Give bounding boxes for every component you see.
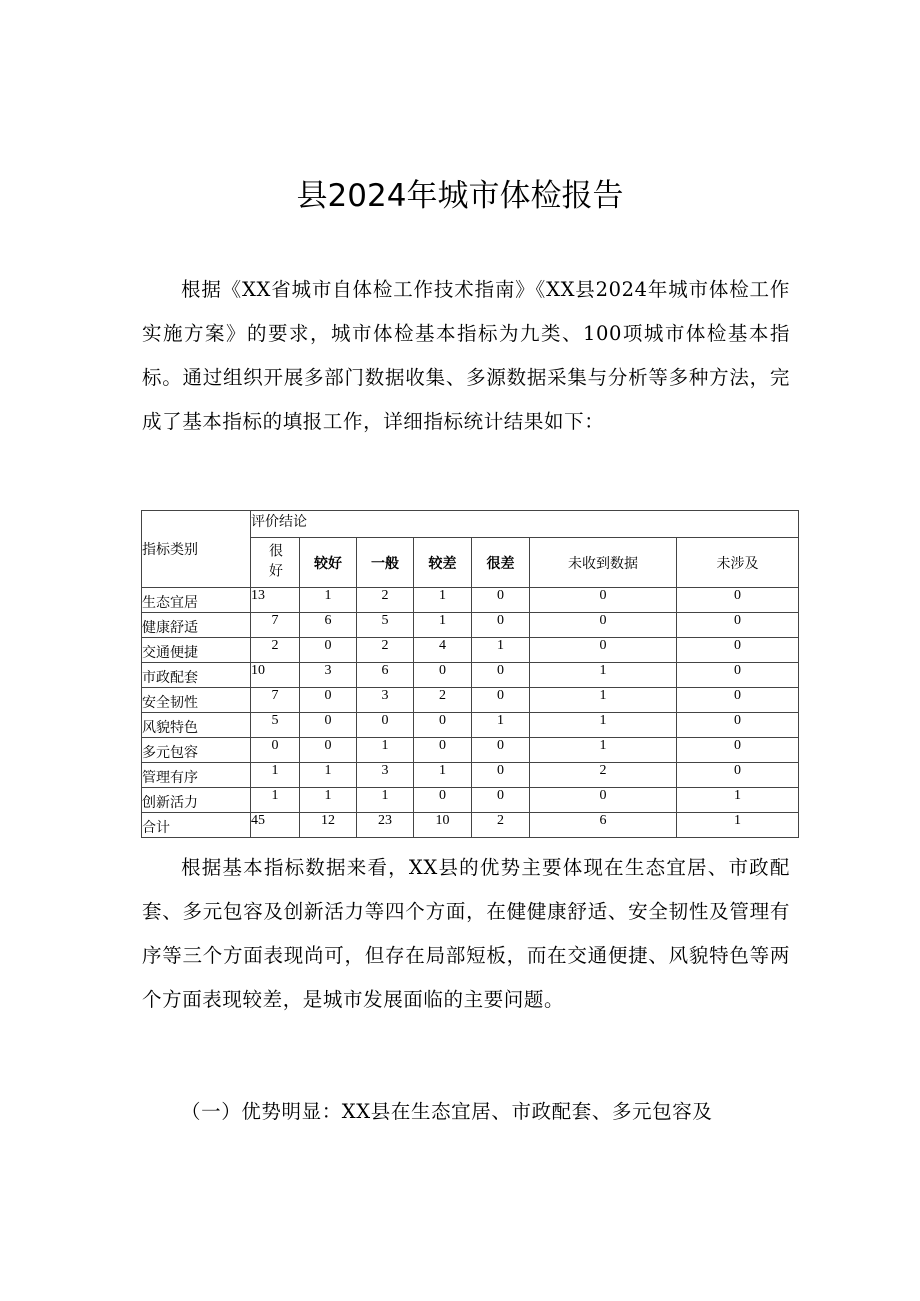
value-cell: 0 [414, 663, 472, 688]
value-cell: 2 [357, 638, 414, 663]
value-cell: 0 [472, 588, 530, 613]
value-cell: 45 [251, 813, 300, 838]
value-cell: 1 [357, 788, 414, 813]
value-cell: 1 [300, 788, 357, 813]
value-cell: 0 [414, 713, 472, 738]
value-cell: 0 [414, 738, 472, 763]
value-cell: 0 [677, 763, 799, 788]
row-header: 指标类别 [142, 511, 251, 588]
column-header: 未涉及 [677, 538, 799, 588]
value-cell: 0 [530, 788, 677, 813]
value-cell: 1 [472, 713, 530, 738]
value-cell: 3 [300, 663, 357, 688]
value-cell: 0 [251, 738, 300, 763]
value-cell: 3 [357, 763, 414, 788]
value-cell: 1 [414, 763, 472, 788]
value-cell: 0 [472, 613, 530, 638]
value-cell: 1 [357, 738, 414, 763]
value-cell: 0 [677, 588, 799, 613]
value-cell: 6 [300, 613, 357, 638]
value-cell: 0 [530, 613, 677, 638]
category-cell: 多元包容 [142, 738, 251, 763]
column-header: 较差 [414, 538, 472, 588]
table-row [142, 763, 799, 788]
table-row [142, 688, 799, 713]
value-cell: 0 [530, 638, 677, 663]
category-cell: 管理有序 [142, 763, 251, 788]
value-cell: 1 [300, 763, 357, 788]
value-cell: 2 [472, 813, 530, 838]
value-cell: 0 [414, 788, 472, 813]
value-cell: 2 [357, 588, 414, 613]
value-cell: 5 [251, 713, 300, 738]
category-cell: 风貌特色 [142, 713, 251, 738]
value-cell: 4 [414, 638, 472, 663]
value-cell: 7 [251, 613, 300, 638]
document-title: 县2024年城市体检报告 [296, 178, 624, 214]
value-cell: 13 [251, 588, 300, 613]
column-header: 较好 [300, 538, 357, 588]
value-cell: 1 [530, 738, 677, 763]
column-header: 很好 [251, 538, 300, 588]
table-row [142, 638, 799, 663]
value-cell: 7 [251, 688, 300, 713]
value-cell: 1 [677, 788, 799, 813]
value-cell: 0 [300, 688, 357, 713]
value-cell: 0 [472, 688, 530, 713]
value-cell: 0 [677, 613, 799, 638]
value-cell: 1 [530, 688, 677, 713]
value-cell: 3 [357, 688, 414, 713]
value-cell: 5 [357, 613, 414, 638]
value-cell: 2 [251, 638, 300, 663]
column-header: 一般 [357, 538, 414, 588]
value-cell: 1 [472, 638, 530, 663]
value-cell: 0 [677, 738, 799, 763]
column-header: 很差 [472, 538, 530, 588]
value-cell: 0 [472, 663, 530, 688]
category-cell: 交通便捷 [142, 638, 251, 663]
value-cell: 0 [300, 638, 357, 663]
value-cell: 0 [357, 713, 414, 738]
section-heading-paragraph: （一）优势明显：XX县在生态宜居、市政配套、多元包容及 [181, 1100, 713, 1123]
table-row [142, 588, 799, 613]
value-cell: 6 [357, 663, 414, 688]
value-cell: 1 [414, 613, 472, 638]
value-cell: 0 [677, 638, 799, 663]
table-row [142, 738, 799, 763]
value-cell: 0 [472, 763, 530, 788]
category-cell: 安全韧性 [142, 688, 251, 713]
value-cell: 1 [251, 788, 300, 813]
table-row [142, 788, 799, 813]
category-cell: 市政配套 [142, 663, 251, 688]
group-header: 评价结论 [251, 511, 799, 538]
table-row [142, 813, 799, 838]
value-cell: 0 [677, 713, 799, 738]
value-cell: 1 [677, 813, 799, 838]
table-row [142, 663, 799, 688]
intro-paragraph: 根据《XX省城市自体检工作技术指南》《XX县2024年城市体检工作实施方案》的要求，城市体检基本指标为九类、100项城市体检基本指标。通过组织开展多部门数据收集、多源数据采集与分析等多种方法，完成了基本指标的填报工作，详细指标统计结果如下： [142, 278, 790, 433]
value-cell: 0 [677, 688, 799, 713]
value-cell: 10 [251, 663, 300, 688]
value-cell: 1 [530, 713, 677, 738]
indicator-table [141, 510, 799, 838]
value-cell: 1 [251, 763, 300, 788]
value-cell: 0 [300, 738, 357, 763]
value-cell: 0 [472, 738, 530, 763]
value-cell: 0 [300, 713, 357, 738]
value-cell: 2 [530, 763, 677, 788]
value-cell: 12 [300, 813, 357, 838]
value-cell: 1 [414, 588, 472, 613]
value-cell: 23 [357, 813, 414, 838]
value-cell: 2 [414, 688, 472, 713]
category-cell: 创新活力 [142, 788, 251, 813]
value-cell: 0 [677, 663, 799, 688]
category-cell: 生态宜居 [142, 588, 251, 613]
value-cell: 6 [530, 813, 677, 838]
analysis-paragraph: 根据基本指标数据来看，XX县的优势主要体现在生态宜居、市政配套、多元包容及创新活力等四个方面，在健健康舒适、安全韧性及管理有序等三个方面表现尚可，但存在局部短板，而在交通便捷、风貌特色等两个方面表现较差，是城市发展面临的主要问题。 [142, 856, 790, 1011]
value-cell: 10 [414, 813, 472, 838]
table-row [142, 613, 799, 638]
value-cell: 1 [300, 588, 357, 613]
category-cell: 合计 [142, 813, 251, 838]
column-header: 未收到数据 [530, 538, 677, 588]
table-row [142, 713, 799, 738]
value-cell: 1 [530, 663, 677, 688]
value-cell: 0 [530, 588, 677, 613]
category-cell: 健康舒适 [142, 613, 251, 638]
value-cell: 0 [472, 788, 530, 813]
